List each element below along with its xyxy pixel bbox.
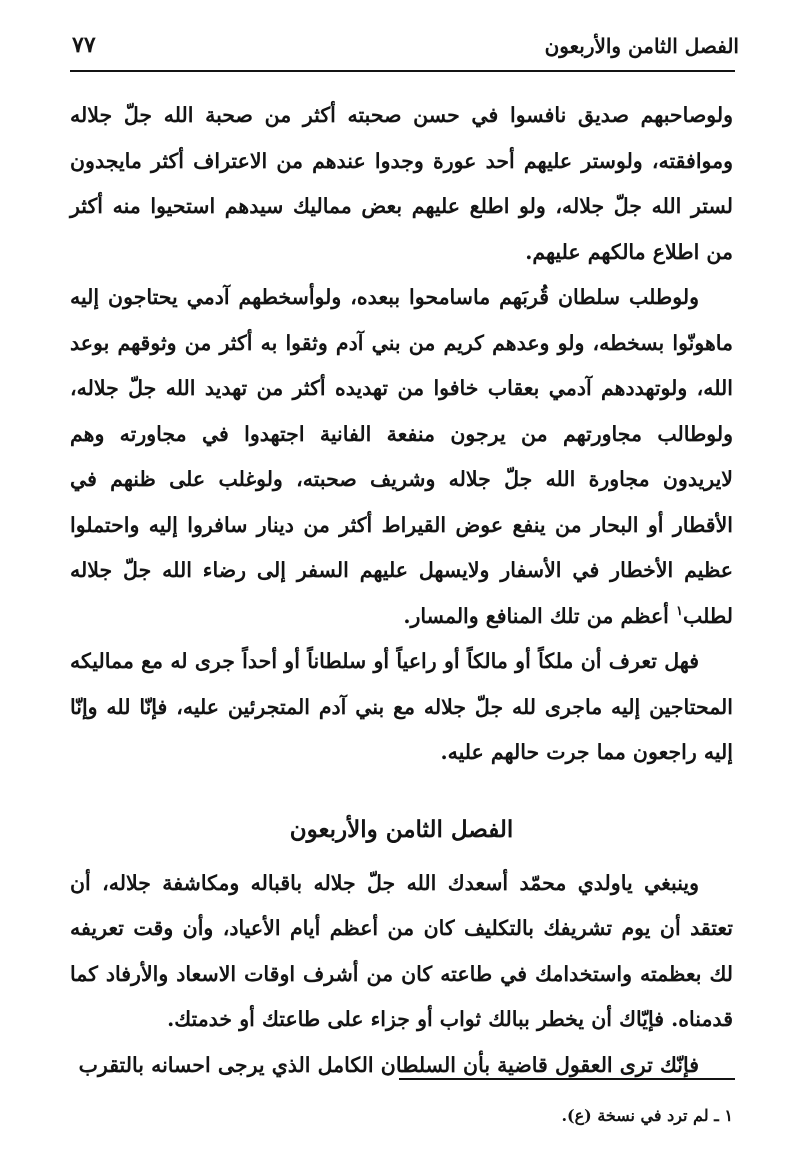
body-text	[70, 93, 733, 1088]
chapter-title: الفصل الثامن والأربعون	[289, 815, 514, 843]
paragraph-2-tail: أعظم من تلك المنافع والمسار.	[403, 603, 669, 628]
header-chapter-title: الفصل الثامن والأربعون	[544, 34, 739, 58]
paragraph-3: فهل تعرف أن ملكاً أو مالكاً أو راعياً أو سلطاناً أو أحداً جرى له مع مماليكه المحتاجين إليه ماجرى لله جلّ جلاله مع بني آدم المتجرئين عليه، فإنّا لله وإنّا إليه راجعون مما جرت حالهم عليه.	[70, 649, 733, 764]
header-divider	[70, 70, 735, 72]
footnote-divider	[399, 1078, 735, 1080]
paragraph-2-text: ولوطلب سلطان قُربَهم ماسامحوا ببعده، ولوأسخطهم آدمي يحتاجون إليه ماهونّوا بسخطه، ولو وعدهم كريم من بني آدم وثقوا به أكثر من وثوقهم بوعد الله، ولوتهددهم آدمي بعقاب خافوا من تهديده أكثر من تهديد الله جلّ جلاله، ولوطالب مجاورتهم من يرجون منفعة الفانية اجتهدوا في مجاورته وهم لايريدون مجاورة الله جلّ جلاله وشريف صحبته، ولوغلب على ظنهم في الأقطار أو البحار من ينفع عوض القيراط أكثر من دينار سافروا إليه واحتملوا عظيم الأخطار في الأسفار ولايسهل عليهم السفر إلى رضاء الله جلّ جلاله لطلب	[70, 285, 733, 628]
paragraph-1: ولوصاحبهم صديق نافسوا في حسن صحبته أكثر من صحبة الله جلّ جلاله وموافقته، ولوستر عليهم أحد عورة وجدوا عندهم من الاعتراف أكثر مايجدون لستر الله جلّ جلاله، ولو اطلع عليهم بعض مماليك سيدهم استحيوا منه أكثر من اطلاع مالكهم عليهم.	[70, 103, 733, 264]
paragraph-2	[70, 275, 733, 639]
footnote: ١ ـ لم ترد في نسخة (ع).	[561, 1106, 733, 1125]
chapter-paragraph-2: فإنّك ترى العقول قاضية بأن السلطان الكامل الذي يرجى احسانه بالتقرب	[78, 1052, 699, 1077]
chapter-paragraph-1: وينبغي ياولدي محمّد أسعدك الله جلّ جلاله باقباله ومكاشفة جلاله، أن تعتقد أن يوم تشريفك بالتكليف كان من أعظم أيام الأعياد، وأن وقت تعريفه لك بعظمته واستخدامك في طاعته كان من أشرف اوقات الاسعاد والأرفاد كما قدمناه. فإيّاك أن يخطر ببالك ثواب أو جزاء على طاعتك أو خدمتك.	[70, 870, 733, 1031]
footnote-mark: ١	[676, 603, 684, 619]
page-number: ٧٧	[72, 32, 96, 58]
running-header	[66, 32, 739, 66]
